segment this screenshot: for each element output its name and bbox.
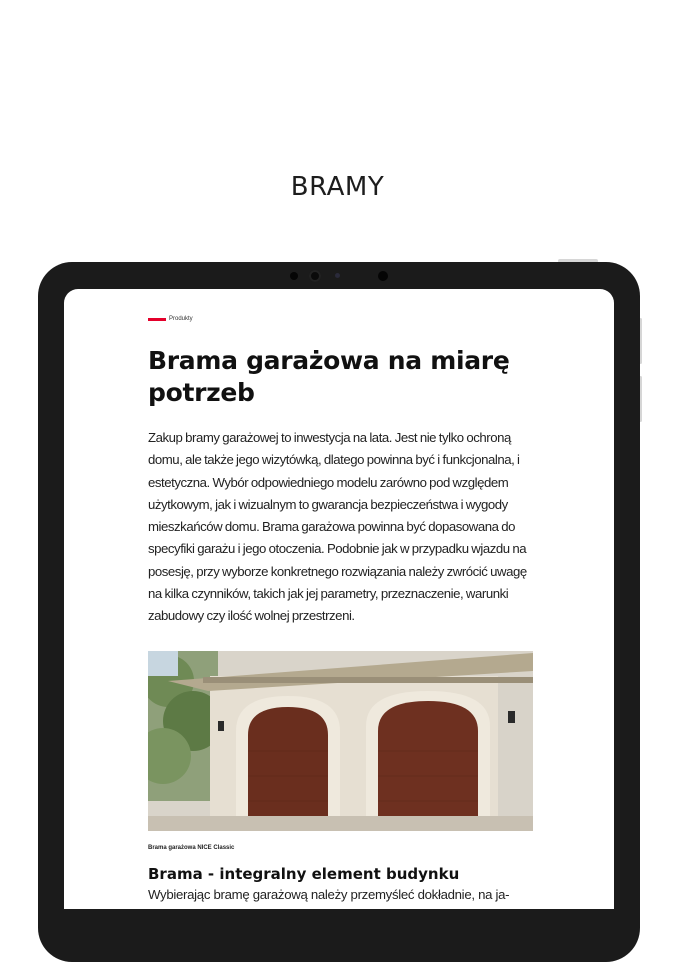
category-label: Produkty — [169, 316, 193, 322]
photo-caption: Brama garażowa NICE Classic — [148, 845, 235, 851]
section-heading: Brama - integralny element budynku — [148, 865, 460, 883]
article-title: Brama garażowa na miarę potrzeb — [148, 346, 510, 407]
tablet-screen — [64, 289, 614, 909]
category-marker — [148, 318, 166, 321]
sensor-dot — [335, 273, 340, 278]
section-body: Wybierając bramę garażową należy przemyśleć dokładnie, na ja- — [148, 887, 510, 902]
article-body: Zakup bramy garażowej to inwestycja na lata. Jest nie tylko ochroną domu, ale także jego wizytówką, dlatego powinna być i funkcjonalna, i estetyczna. Wybór odpowiedniego modelu zarówno pod względem użytkowym, jak i wizualnym to gwarancja bezpieczeństwa i wygody mieszkańców domu. Brama garażowa powinna być dopasowana do specyfiki garażu i jego otoczenia. Podobnie jak w przypadku wjazdu na posesję, przy wyborze konkretnego rozwiązania należy zwrócić uwagę na kilka czynników, takich jak jej parametry, przeznaczenie, warunki zabudowy czy ilość wolnej przestrzeni. — [148, 430, 527, 624]
front-camera-icon — [309, 270, 321, 282]
sensor-dot — [290, 272, 298, 280]
category-tag — [148, 316, 193, 322]
page-title: BRAMY — [290, 172, 385, 202]
sensor-dot — [378, 271, 388, 281]
garage-door-photo — [148, 651, 533, 831]
